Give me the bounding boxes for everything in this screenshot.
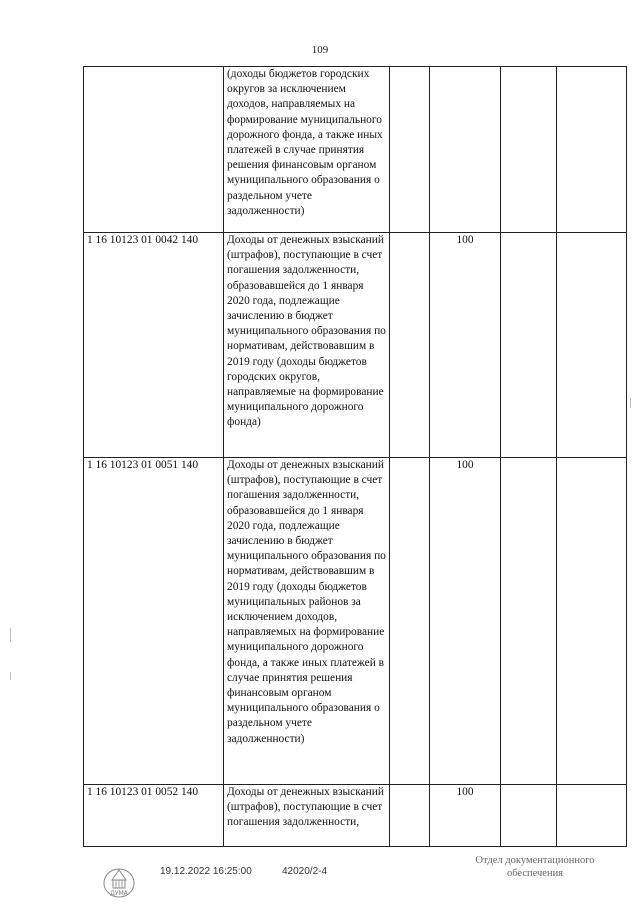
value-cell — [430, 67, 501, 233]
page-number: 109 — [311, 44, 329, 56]
value-cell — [390, 458, 430, 785]
value-cell: 100 — [430, 458, 501, 785]
table-row — [84, 67, 627, 233]
value-cell — [390, 67, 430, 233]
value-cell — [390, 233, 430, 458]
scan-mark — [630, 398, 631, 408]
stamp-text: ДУМА — [110, 890, 128, 897]
value-cell — [501, 67, 557, 233]
table-row — [84, 233, 627, 458]
footer-datetime: 19.12.2022 16:25:00 — [160, 866, 252, 877]
value-cell — [557, 785, 627, 847]
revenue-description: Доходы от денежных взысканий (штрафов), поступающие в счет погашения задолженности, образовавшейся до 1 января 2020 года, подлежащие зачислению в бюджет муниципального образования по нормативам, действовавшим в 2019 году (доходы бюджетов городских округов, направляемые на формирование муниципального дорожного фонда) — [224, 233, 390, 458]
footer-department: Отдел документационного обеспечения — [475, 855, 595, 879]
value-cell — [557, 67, 627, 233]
scan-mark — [10, 628, 11, 642]
value-cell — [501, 458, 557, 785]
value-cell — [557, 458, 627, 785]
revenue-code: 1 16 10123 01 0051 140 — [84, 458, 224, 785]
revenue-code: 1 16 10123 01 0042 140 — [84, 233, 224, 458]
value-cell: 100 — [430, 785, 501, 847]
revenue-description: Доходы от денежных взысканий (штрафов), поступающие в счет погашения задолженности, — [224, 785, 390, 847]
value-cell — [557, 233, 627, 458]
revenue-code — [84, 67, 224, 233]
revenue-table — [83, 66, 627, 847]
duma-stamp-icon — [100, 862, 138, 900]
table-row — [84, 458, 627, 785]
footer-doc-number: 42020/2-4 — [282, 866, 328, 877]
value-cell — [501, 233, 557, 458]
scan-mark — [10, 672, 11, 680]
table-row — [84, 785, 627, 847]
value-cell: 100 — [430, 233, 501, 458]
value-cell — [390, 785, 430, 847]
revenue-description: Доходы от денежных взысканий (штрафов), поступающие в счет погашения задолженности, образовавшейся до 1 января 2020 года, подлежащие зачислению в бюджет муниципального образования по нормативам, действовавшим в 2019 году (доходы бюджетов муниципальных районов за исключением доходов, направляемых на формирование муниципального дорожного фонда, а также иных платежей в случае принятия решения финансовым органом муниципального образования о раздельном учете задолженности) — [224, 458, 390, 785]
revenue-code: 1 16 10123 01 0052 140 — [84, 785, 224, 847]
value-cell — [501, 785, 557, 847]
revenue-description: (доходы бюджетов городских округов за исключением доходов, направляемых на формирование муниципального дорожного фонда, а также иных платежей в случае принятия решения финансовым органом муниципального образования о раздельном учете задолженности) — [224, 67, 390, 233]
